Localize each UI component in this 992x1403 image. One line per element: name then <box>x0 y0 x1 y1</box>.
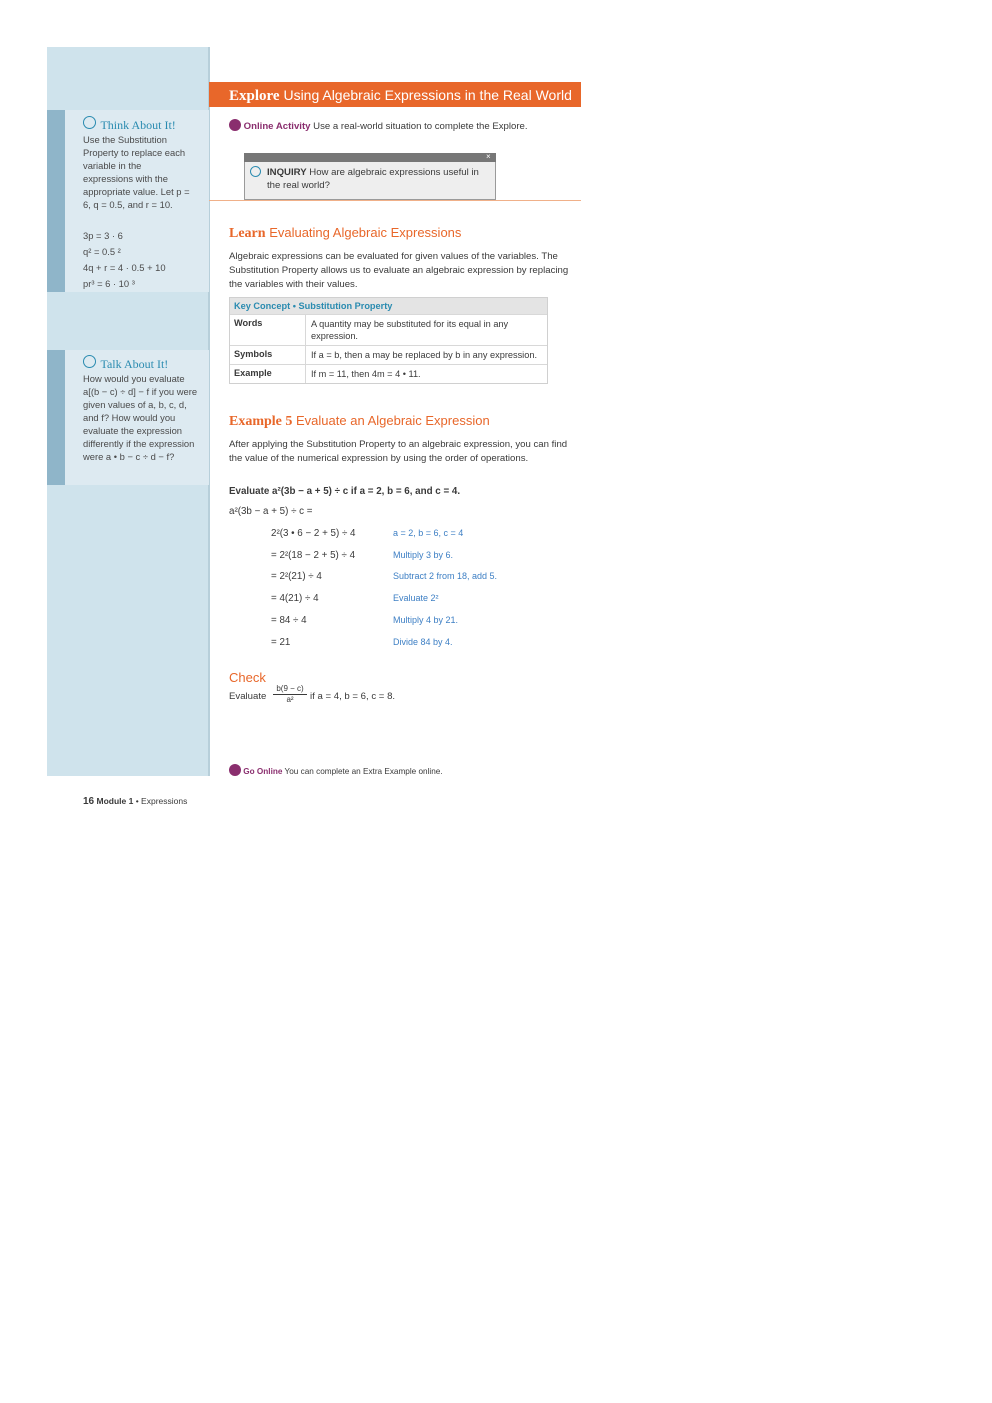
speech-bubble-icon <box>83 355 96 368</box>
step-note: Multiply 3 by 6. <box>393 550 454 560</box>
step-expression: = 84 ÷ 4 <box>271 615 307 626</box>
think-heading <box>83 116 176 134</box>
step-note: Divide 84 by 4. <box>393 637 453 647</box>
key-concept-header: Key Concept • Substitution Property <box>230 298 547 314</box>
step-expression: = 4(21) ÷ 4 <box>271 593 319 604</box>
online-activity-label: Online Activity <box>243 121 311 132</box>
talk-heading <box>83 355 168 373</box>
page-number: 16 <box>83 796 95 807</box>
cursor-icon <box>229 119 241 131</box>
module-label: Module 1 <box>96 796 134 806</box>
table-row <box>230 345 547 364</box>
row-value: A quantity may be substituted for its equal in any expression. <box>311 319 509 341</box>
think-lines <box>83 228 203 292</box>
row-value: If a = b, then a may be replaced by b in any expression. <box>311 350 537 360</box>
think-title: Think About It! <box>100 118 176 132</box>
step-expression: = 2²(18 − 2 + 5) ÷ 4 <box>271 550 356 561</box>
explore-word: Explore <box>229 88 280 104</box>
inquiry-text: How are algebraic expressions useful in the real world? <box>267 167 479 191</box>
go-online-label: Go Online <box>243 767 283 776</box>
explore-heading <box>229 87 572 105</box>
step-expression: 2²(3 • 6 − 2 + 5) ÷ 4 <box>271 528 356 539</box>
fraction-numerator: b(9 − c) <box>273 684 307 695</box>
section-divider <box>209 200 581 201</box>
inquiry-label: INQUIRY <box>267 167 307 178</box>
check-fraction <box>273 684 307 705</box>
example-text: After applying the Substitution Property to an algebraic expression, you can find the value of the numerical expression by using the order of operations. <box>229 439 568 464</box>
learn-text: Algebraic expressions can be evaluated for given values of the variables. The Substitution Property allows us to evaluate an algebraic expression by replacing the variables with their values. <box>229 251 569 290</box>
step-note: Evaluate 2² <box>393 593 439 603</box>
close-icon[interactable]: × <box>486 152 491 161</box>
learn-heading <box>229 225 461 242</box>
talk-text: How would you evaluate a[(b − c) ÷ d] − f if you were given values of a, b, c, d, and f? How would you evaluate the expression differently if the expression were a • b − c ÷ d − f? <box>83 373 198 462</box>
step-note: a = 2, b = 6, c = 4 <box>393 528 464 538</box>
step-expression: = 2²(21) ÷ 4 <box>271 571 322 582</box>
think-line: q² = 0.5 ² <box>83 246 121 257</box>
online-activity[interactable] <box>229 119 539 134</box>
page-footer <box>83 796 187 807</box>
step-expression: = 21 <box>271 637 291 648</box>
think-line: 4q + r = 4 · 0.5 + 10 <box>83 262 166 273</box>
talk-title: Talk About It! <box>100 357 169 371</box>
step-note: Multiply 4 by 21. <box>393 615 459 625</box>
example-word: Example 5 <box>229 414 293 429</box>
example-heading <box>229 413 490 430</box>
check-prefix: Evaluate <box>229 691 267 702</box>
check-heading: Check <box>229 670 266 685</box>
think-line: 3p = 3 · 6 <box>83 230 123 241</box>
table-row <box>230 314 547 345</box>
talk-box-strip <box>47 350 65 485</box>
key-concept-table <box>229 297 548 384</box>
row-label: Symbols <box>230 346 306 364</box>
row-value: If m = 11, then 4m = 4 • 11. <box>311 369 421 379</box>
row-label: Example <box>230 365 306 383</box>
go-online-link[interactable] <box>229 764 443 776</box>
learn-word: Learn <box>229 226 266 241</box>
example-start: a²(3b − a + 5) ÷ c = <box>229 506 313 517</box>
inquiry-icon <box>250 166 261 177</box>
inquiry-titlebar <box>244 153 496 162</box>
go-online-text: You can complete an Extra Example online. <box>284 767 443 776</box>
table-row <box>230 364 547 383</box>
explore-title: Using Algebraic Expressions in the Real World <box>283 87 572 103</box>
cursor-icon <box>229 764 241 776</box>
think-line: pr³ = 6 · 10 ³ <box>83 278 135 289</box>
learn-title: Evaluating Algebraic Expressions <box>269 225 462 240</box>
example-prompt: Evaluate a²(3b − a + 5) ÷ c if a = 2, b = 6, and c = 4. <box>229 486 461 497</box>
step-note: Subtract 2 from 18, add 5. <box>393 571 498 581</box>
example-title: Evaluate an Algebraic Expression <box>296 413 490 428</box>
row-label: Words <box>230 315 306 345</box>
module-topic: • Expressions <box>135 796 188 806</box>
inquiry-text-block <box>267 166 487 192</box>
fraction-denominator: a² <box>286 695 294 704</box>
check-suffix: if a = 4, b = 6, c = 8. <box>310 691 396 702</box>
think-text: Use the Substitution Property to replace each variable in the expressions with the appropriate value. Let p = 6, q = 0.5, and r = 10. <box>83 134 190 210</box>
lightbulb-icon <box>83 116 96 129</box>
think-box-strip <box>47 110 65 292</box>
online-activity-text: Use a real-world situation to complete the Explore. <box>313 121 528 132</box>
